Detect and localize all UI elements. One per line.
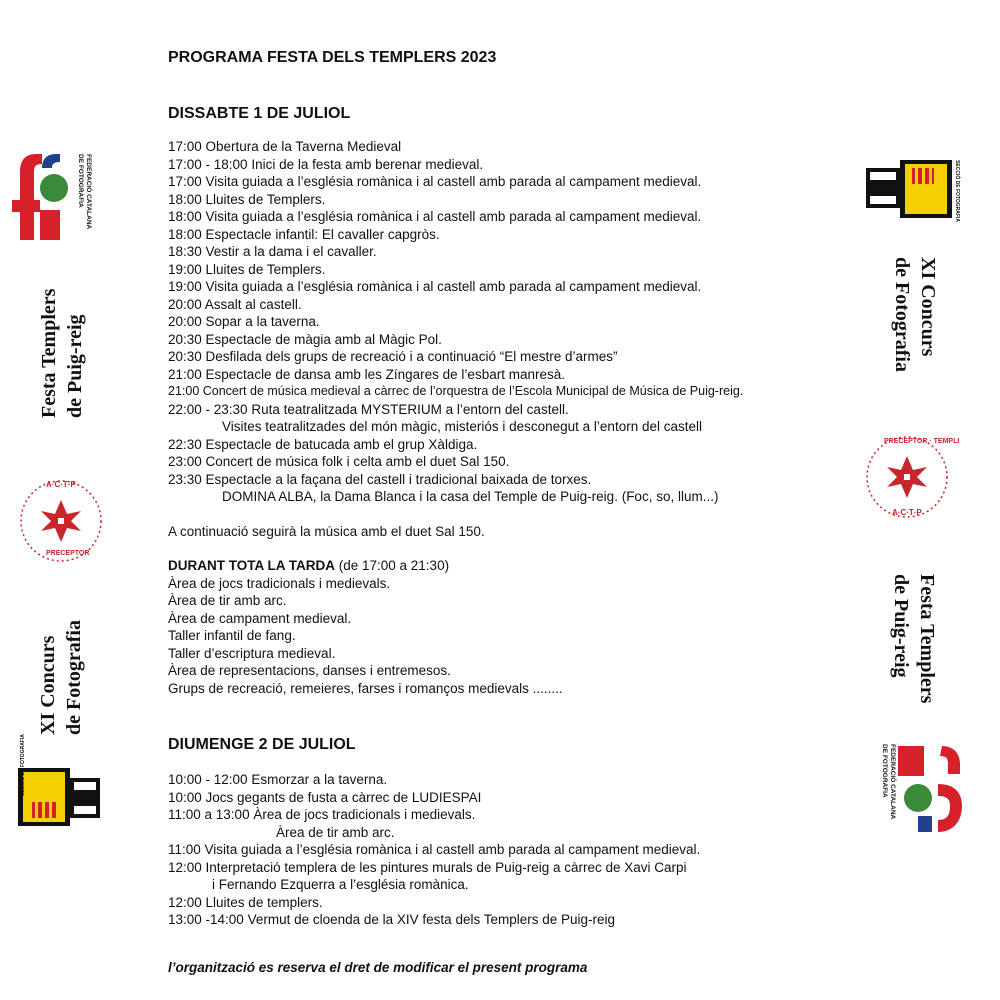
activity-item: Taller infantil de fang. xyxy=(168,628,296,643)
film-caption-line2: FOTOGRAFIA xyxy=(953,188,960,222)
film-caption-line1: SECCIÓ DE xyxy=(953,160,960,188)
film-logo-graphic-right xyxy=(866,160,952,220)
schedule-item: 18:00 Espectacle infantil: El cavaller capgròs. xyxy=(168,226,440,242)
fcf-caption-line2-right: DE FOTOGRAFIA xyxy=(881,744,888,798)
fcf-red-f-shape-right xyxy=(938,784,962,832)
templar-seal-left xyxy=(18,478,104,564)
concurs-label-line2: de Fotografia xyxy=(63,620,85,735)
film-logo-right xyxy=(866,160,960,222)
film-logo-graphic xyxy=(18,768,102,828)
sunday-heading: DIUMENGE 2 DE JULIOL xyxy=(168,736,356,753)
seal-top-text: A·C·T·P xyxy=(46,480,76,489)
seal-actp-text: A·C·T·P xyxy=(892,508,922,517)
schedule-item: 10:00 Jocs gegants de fusta a càrrec de LUDIESPAI xyxy=(168,789,482,805)
festa-label-line1-right: Festa Templers xyxy=(916,574,938,704)
fcf-logo-mark-right xyxy=(898,744,968,834)
film-logo-left xyxy=(18,734,102,828)
fcf-caption-line1: FEDERACIÓ CATALANA xyxy=(85,154,92,230)
fcf-caption-right xyxy=(880,744,896,819)
schedule-item: 20:30 Espectacle de màgia amb al Màgic Pol. xyxy=(168,331,442,347)
schedule-item: 23:00 Concert de música folk i celta amb el duet Sal 150. xyxy=(168,454,510,469)
concurs-label-line2-right: de Fotografia xyxy=(891,257,913,372)
fcf-caption-line2: DE FOTOGRAFIA xyxy=(77,154,84,208)
schedule-item-detail: Visites teatralitzades del món màgic, misteriós i desconegut a l’entorn del castell xyxy=(222,419,702,434)
festa-label-line2-right: de Puig-reig xyxy=(890,574,912,678)
continuation-note: A continuació seguirà la música amb el duet Sal 150. xyxy=(168,523,485,539)
afternoon-heading-line xyxy=(168,557,848,575)
schedule-item: 20:30 Desfilada dels grups de recreació i a continuació “El mestre d’armes” xyxy=(168,349,618,364)
sunday-schedule xyxy=(168,771,848,929)
schedule-item: 13:00 -14:00 Vermut de cloenda de la XIV festa dels Templers de Puig-reig xyxy=(168,912,616,927)
schedule-item: 17:00 - 18:00 Inici de la festa amb berenar medieval. xyxy=(168,156,484,172)
concurs-label-left xyxy=(35,585,87,735)
fcf-red-f-shape xyxy=(12,154,42,240)
fcf-logo-right xyxy=(881,744,966,836)
fcf-green-circle xyxy=(40,174,68,202)
afternoon-hours: (de 17:00 a 21:30) xyxy=(334,558,450,573)
schedule-item: 12:00 Lluites de templers. xyxy=(168,894,323,910)
schedule-item: 11:00 a 13:00 Àrea de jocs tradicionals i medievals. xyxy=(168,807,476,822)
fcf-logo-mark xyxy=(10,152,72,242)
schedule-item: 22:30 Espectacle de batucada amb el grup Xàldiga. xyxy=(168,436,478,452)
saturday-heading: DISSABTE 1 DE JULIOL xyxy=(168,105,351,122)
schedule-item: 19:00 Lluites de Templers. xyxy=(168,261,326,277)
templar-seal-right xyxy=(864,434,960,520)
afternoon-heading: DURANT TOTA LA TARDA xyxy=(168,558,335,573)
schedule-item: 18:00 Lluites de Templers. xyxy=(168,191,326,207)
schedule-item: 20:00 Sopar a la taverna. xyxy=(168,314,320,329)
seal-bottom-text: PRECEPTOR xyxy=(46,550,90,557)
schedule-item: 23:30 Espectacle a la façana del castell i tradicional baixada de torxes. xyxy=(168,471,592,487)
program-document xyxy=(168,46,848,976)
schedule-item: 11:00 Visita guiada a l’església romànica i al castell amb parada al campament medieval. xyxy=(168,842,701,857)
festa-templers-label-left xyxy=(36,278,88,418)
schedule-item: 19:00 Visita guiada a l’església romànica i al castell amb parada al campament medieval. xyxy=(168,279,702,294)
concurs-label-line1: XI Concurs xyxy=(37,635,59,735)
disclaimer-footer: l’organització es reserva el dret de modificar el present programa xyxy=(168,959,588,975)
schedule-item: 21:00 Espectacle de dansa amb les Zíngares de l’esbart manresà. xyxy=(168,366,565,382)
activity-item: Àrea de representacions, danses i entremesos. xyxy=(168,663,451,678)
saturday-schedule xyxy=(168,138,848,506)
fcf-logo-left xyxy=(10,152,90,244)
fcf-red-curve-right xyxy=(940,746,960,774)
schedule-item: 12:00 Interpretació templera de les pintures murals de Puig-reig a càrrec de Xavi Carpi xyxy=(168,859,687,875)
festa-templers-label-right xyxy=(888,574,940,714)
fcf-caption-line1-right: FEDERACIÓ CATALANA xyxy=(889,744,896,820)
film-caption-left: SECCIÓ DE FOTOGRAFIA xyxy=(20,734,26,796)
schedule-item: 21:00 Concert de música medieval a càrrec de l’orquestra de l’Escola Municipal de Música de Puig-reig. xyxy=(168,384,744,398)
activity-item: Àrea de jocs tradicionals i medievals. xyxy=(168,575,391,591)
festa-label-line1: Festa Templers xyxy=(38,288,60,418)
fcf-blue-shape-right xyxy=(918,816,932,832)
schedule-item-detail: i Fernando Ezquerra a l’església romànica. xyxy=(212,877,469,892)
schedule-item: 17:00 Obertura de la Taverna Medieval xyxy=(168,139,402,154)
schedule-item-detail: DOMINA ALBA, la Dama Blanca i la casa del Temple de Puig-reig. (Foc, so, llum...) xyxy=(222,489,719,504)
page-title: PROGRAMA FESTA DELS TEMPLERS 2023 xyxy=(168,49,497,66)
concurs-label-right xyxy=(889,257,941,407)
festa-label-line2: de Puig-reig xyxy=(64,314,86,418)
fcf-caption-left xyxy=(76,154,92,229)
schedule-item: 20:00 Assalt al castell. xyxy=(168,296,302,312)
afternoon-activities xyxy=(168,575,848,698)
fcf-red-block-right xyxy=(898,746,924,776)
concurs-label-line1-right: XI Concurs xyxy=(917,257,939,357)
activity-item: Taller d’escriptura medieval. xyxy=(168,645,336,661)
activity-item: Àrea de tir amb arc. xyxy=(168,593,287,608)
fcf-red-block xyxy=(40,210,60,240)
activity-item: Grups de recreació, remeieres, farses i romanços medievals ........ xyxy=(168,680,563,696)
fcf-blue-shape xyxy=(42,154,60,168)
schedule-item: 18:00 Visita guiada a l’església romànica i al castell amb parada al campament medieval. xyxy=(168,209,702,224)
schedule-item: 10:00 - 12:00 Esmorzar a la taverna. xyxy=(168,772,388,787)
schedule-item: 18:30 Vestir a la dama i el cavaller. xyxy=(168,244,377,259)
fcf-green-circle-right xyxy=(904,784,932,812)
seal-preceptor-text: PRECEPTOR · TEMPLI xyxy=(884,438,960,445)
schedule-item: 17:00 Visita guiada a l’església romànica i al castell amb parada al campament medieval. xyxy=(168,174,702,189)
schedule-item: 22:00 - 23:30 Ruta teatralitzada MYSTERIUM a l’entorn del castell. xyxy=(168,401,569,417)
schedule-item-detail: Àrea de tir amb arc. xyxy=(276,824,395,840)
activity-item: Àrea de campament medieval. xyxy=(168,610,352,626)
film-caption-right xyxy=(954,160,960,222)
